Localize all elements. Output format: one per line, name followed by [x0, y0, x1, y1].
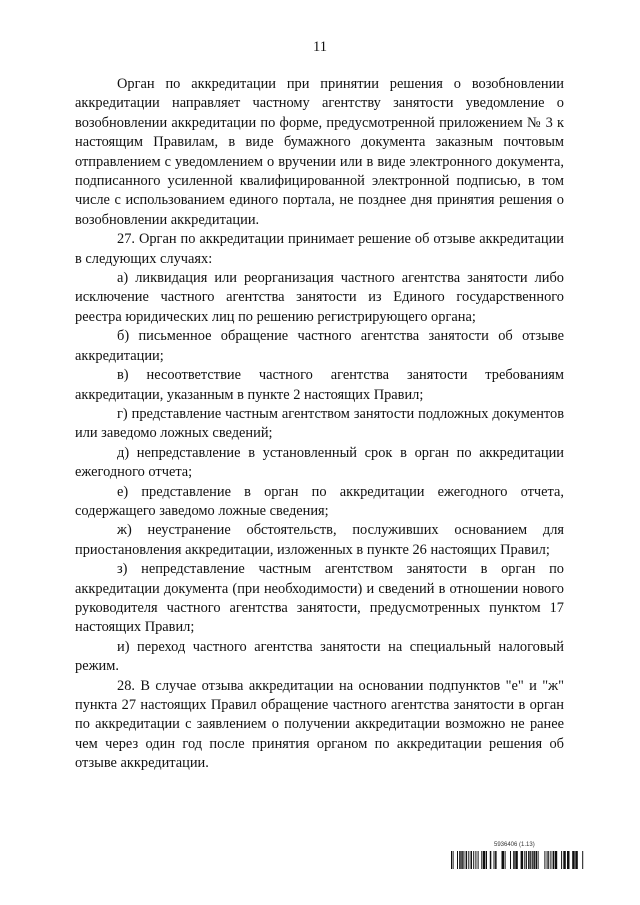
paragraph-27-intro: 27. Орган по аккредитации принимает решение об отзыве аккредитации в следующих случаях:	[75, 231, 564, 267]
document-body	[75, 75, 564, 774]
list-item-zh: ж) неустранение обстоятельств, послуживших основанием для приостановления аккредитации, изложенных в пункте 26 настоящих Правил;	[75, 522, 564, 558]
paragraph-28: 28. В случае отзыва аккредитации на основании подпунктов "е" и "ж" пункта 27 настоящих Правил обращение частного агентства занятости в орган по аккредитации с заявлением о получении аккредитации возможно не ранее чем через один год после принятия органом по аккредитации решения об отзыве аккредитации.	[75, 677, 564, 772]
list-item-d: д) непредставление в установленный срок в орган по аккредитации ежегодного отчета;	[75, 444, 564, 481]
list-item-z: з) непредставление частным агентством занятости в орган по аккредитации документа (при необходимости) и сведений в отношении нового руководителя частного агентства занятости, предусмотренных пунктом 17 настоящих Правил;	[75, 561, 564, 636]
paragraph-renewal-notice: Орган по аккредитации при принятии решения о возобновлении аккредитации направляет частному агентству занятости уведомление о возобновлении аккредитации по форме, предусмотренной приложением № 3 к настоящим Правилам, в виде бумажного документа заказным почтовым отправлением с уведомлением о вручении или в виде электронного документа, подписанного усиленной квалифицированной электронной подписью, в том числе с использованием единого портала, не позднее дня принятия решения о возобновлении аккредитации.	[75, 76, 564, 228]
list-item-a: а) ликвидация или реорганизация частного агентства занятости либо исключение частного агентства занятости из Единого государственного реестра юридических лиц по решению регистрирующего органа;	[75, 270, 564, 325]
list-item-e: е) представление в орган по аккредитации ежегодного отчета, содержащего заведомо ложные сведения;	[75, 483, 564, 519]
list-item-i: и) переход частного агентства занятости на специальный налоговый режим.	[75, 638, 564, 675]
document-code: 5936406 (1.13)	[494, 842, 535, 848]
list-item-b: б) письменное обращение частного агентства занятости об отзыве аккредитации;	[75, 328, 564, 364]
list-item-g: г) представление частным агентством занятости подложных документов или заведомо ложных сведений;	[75, 405, 564, 442]
list-item-v: в) несоответствие частного агентства занятости требованиям аккредитации, указанным в пункте 2 настоящих Правил;	[75, 367, 564, 403]
page-number: 11	[313, 39, 327, 55]
barcode-icon	[451, 851, 586, 869]
